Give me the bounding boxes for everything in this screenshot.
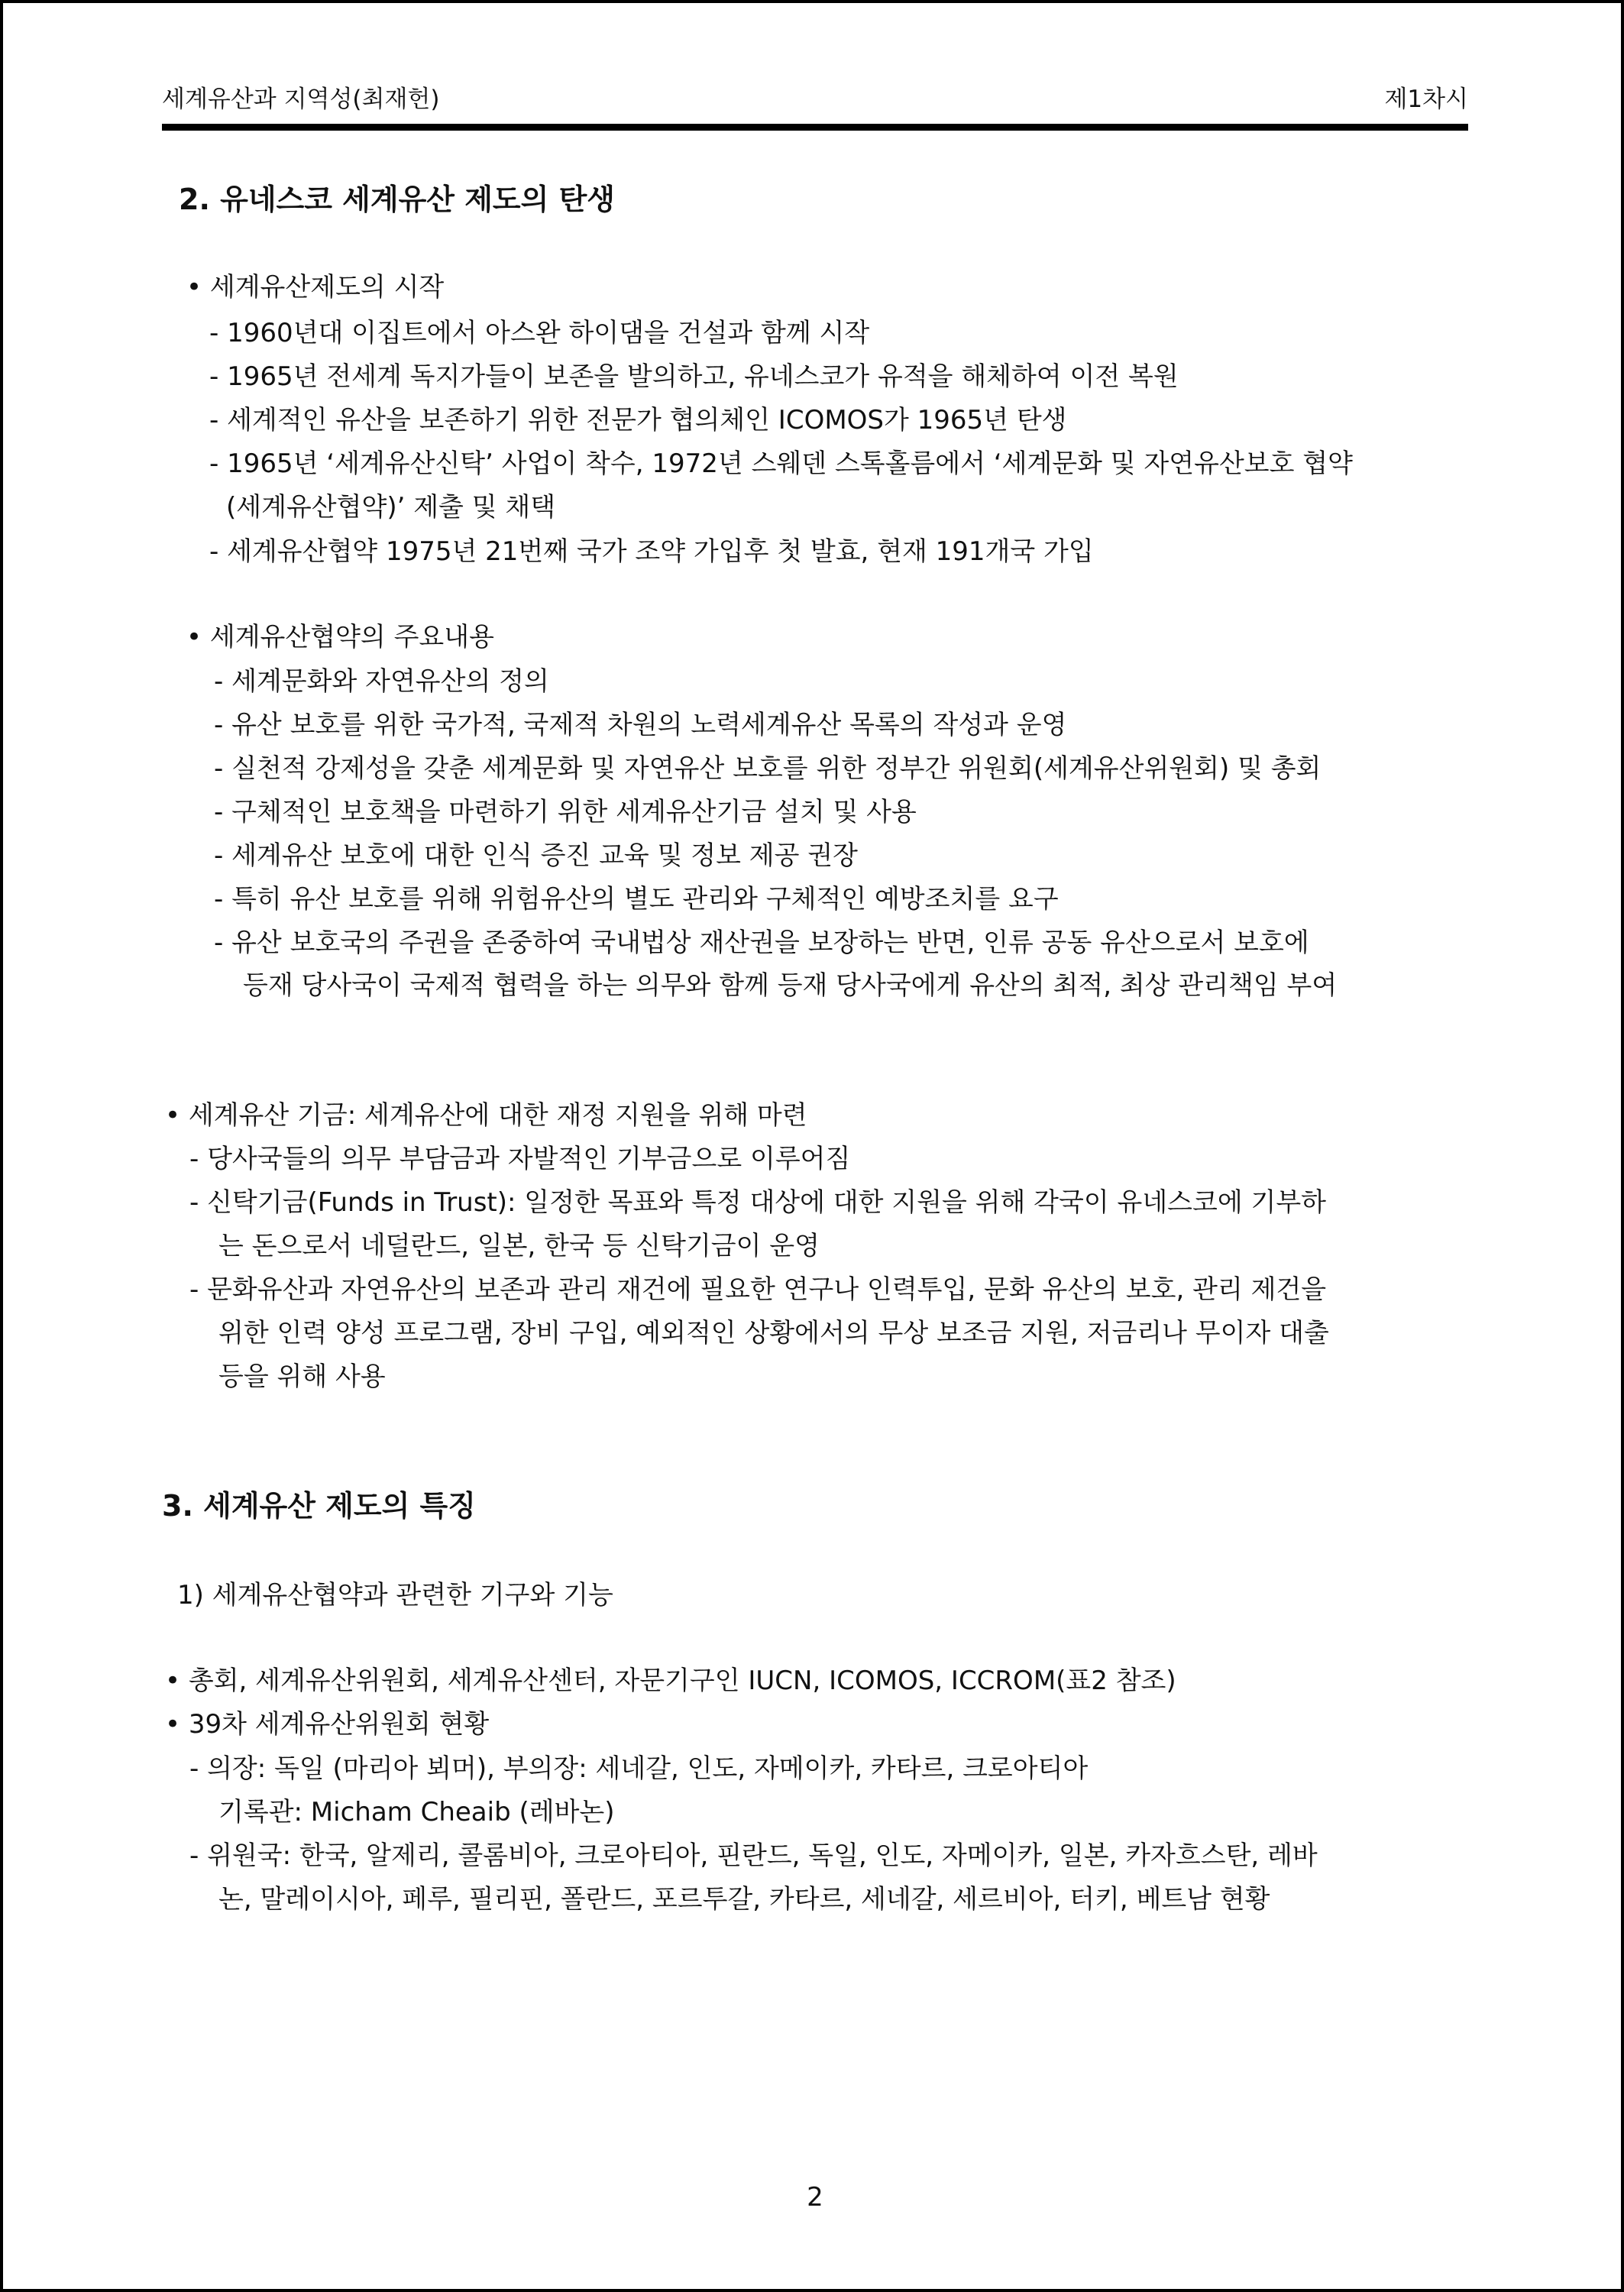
- fund-line-continued: 위한 인력 양성 프로그램, 장비 구입, 예외적인 상황에서의 무상 보조금 지원, 저금리나 무이자 대출: [218, 1318, 1329, 1348]
- bodies-bullet: • 총회, 세계유산위원회, 세계유산센터, 자문기구인 IUCN, ICOMOS, ICCROM(표2 참조): [165, 1666, 1176, 1696]
- convention-line: - 세계유산 보호에 대한 인식 증진 교육 및 정보 제공 권장: [214, 840, 858, 871]
- convention-line: - 구체적인 보호책을 마련하기 위한 세계유산기금 설치 및 사용: [214, 797, 917, 827]
- fund-line: - 신탁기금(Funds in Trust): 일정한 목표와 특정 대상에 대한 지원을 위해 각국이 유네스코에 기부하: [189, 1187, 1327, 1218]
- section-3-title: 3. 세계유산 제도의 특징: [162, 1489, 476, 1523]
- committee-bullet: • 39차 세계유산위원회 현황: [165, 1709, 490, 1740]
- fund-line: - 당사국들의 의무 부담금과 자발적인 기부금으로 이루어짐: [189, 1144, 851, 1174]
- fund-line-continued: 등을 위해 사용: [218, 1361, 386, 1392]
- convention-line: - 유산 보호를 위한 국가적, 국제적 차원의 노력세계유산 목록의 작성과 운영: [214, 710, 1067, 740]
- committee-line-continued: 논, 말레이시아, 페루, 필리핀, 폴란드, 포르투갈, 카타르, 세네갈, 세르비아, 터키, 베트남 현황: [218, 1884, 1270, 1915]
- section-3-subtitle: 1) 세계유산협약과 관련한 기구와 기능: [177, 1580, 613, 1611]
- convention-line: - 세계문화와 자연유산의 정의: [214, 666, 549, 697]
- committee-line: - 의장: 독일 (마리아 뵈머), 부의장: 세네갈, 인도, 자메이카, 카타르, 크로아티아: [189, 1753, 1089, 1784]
- fund-line: - 문화유산과 자연유산의 보존과 관리 재건에 필요한 연구나 인력투입, 문화 유산의 보호, 관리 제건을: [189, 1274, 1327, 1305]
- origin-line: - 1960년대 이집트에서 아스완 하이댐을 건설과 함께 시작: [209, 318, 870, 348]
- page-number: 2: [807, 2182, 823, 2213]
- origin-line: - 1965년 전세계 독지가들이 보존을 발의하고, 유네스코가 유적을 해체하여 이전 복원: [209, 361, 1179, 392]
- convention-bullet: • 세계유산협약의 주요내용: [186, 622, 494, 652]
- header-session: 제1차시: [1384, 86, 1468, 113]
- header-divider: [162, 124, 1468, 131]
- origin-line: - 세계적인 유산을 보존하기 위한 전문가 협의체인 ICOMOS가 1965년 탄생: [209, 405, 1067, 435]
- committee-line-continued: 기록관: Micham Cheaib (레바논): [218, 1797, 615, 1827]
- origin-line-continued: (세계유산협약)’ 제출 및 채택: [226, 492, 556, 523]
- header-course-title: 세계유산과 지역성(최재헌): [162, 86, 440, 113]
- committee-line: - 위원국: 한국, 알제리, 콜롬비아, 크로아티아, 핀란드, 독일, 인도, 자메이카, 일본, 카자흐스탄, 레바: [189, 1840, 1318, 1871]
- section-2-title: 2. 유네스코 세계유산 제도의 탄생: [179, 183, 615, 216]
- convention-line: - 실천적 강제성을 갖춘 세계문화 및 자연유산 보호를 위한 정부간 위원회(세계유산위원회) 및 총회: [214, 753, 1322, 784]
- page-header: [162, 76, 1468, 122]
- fund-line-continued: 는 돈으로서 네덜란드, 일본, 한국 등 신탁기금이 운영: [218, 1231, 820, 1261]
- origin-bullet: • 세계유산제도의 시작: [186, 272, 445, 303]
- origin-line: - 1965년 ‘세계유산신탁’ 사업이 착수, 1972년 스웨덴 스톡홀름에서 ‘세계문화 및 자연유산보호 협약: [209, 448, 1353, 479]
- convention-line-continued: 등재 당사국이 국제적 협력을 하는 의무와 함께 등재 당사국에게 유산의 최적, 최상 관리책임 부여: [243, 970, 1338, 1001]
- convention-line: - 특히 유산 보호를 위해 위험유산의 별도 관리와 구체적인 예방조치를 요구: [214, 884, 1059, 915]
- convention-line: - 유산 보호국의 주권을 존중하여 국내법상 재산권을 보장하는 반면, 인류 공동 유산으로서 보호에: [214, 927, 1309, 958]
- origin-line: - 세계유산협약 1975년 21번째 국가 조약 가입후 첫 발효, 현재 191개국 가입: [209, 536, 1094, 567]
- fund-bullet: • 세계유산 기금: 세계유산에 대한 재정 지원을 위해 마련: [165, 1100, 807, 1131]
